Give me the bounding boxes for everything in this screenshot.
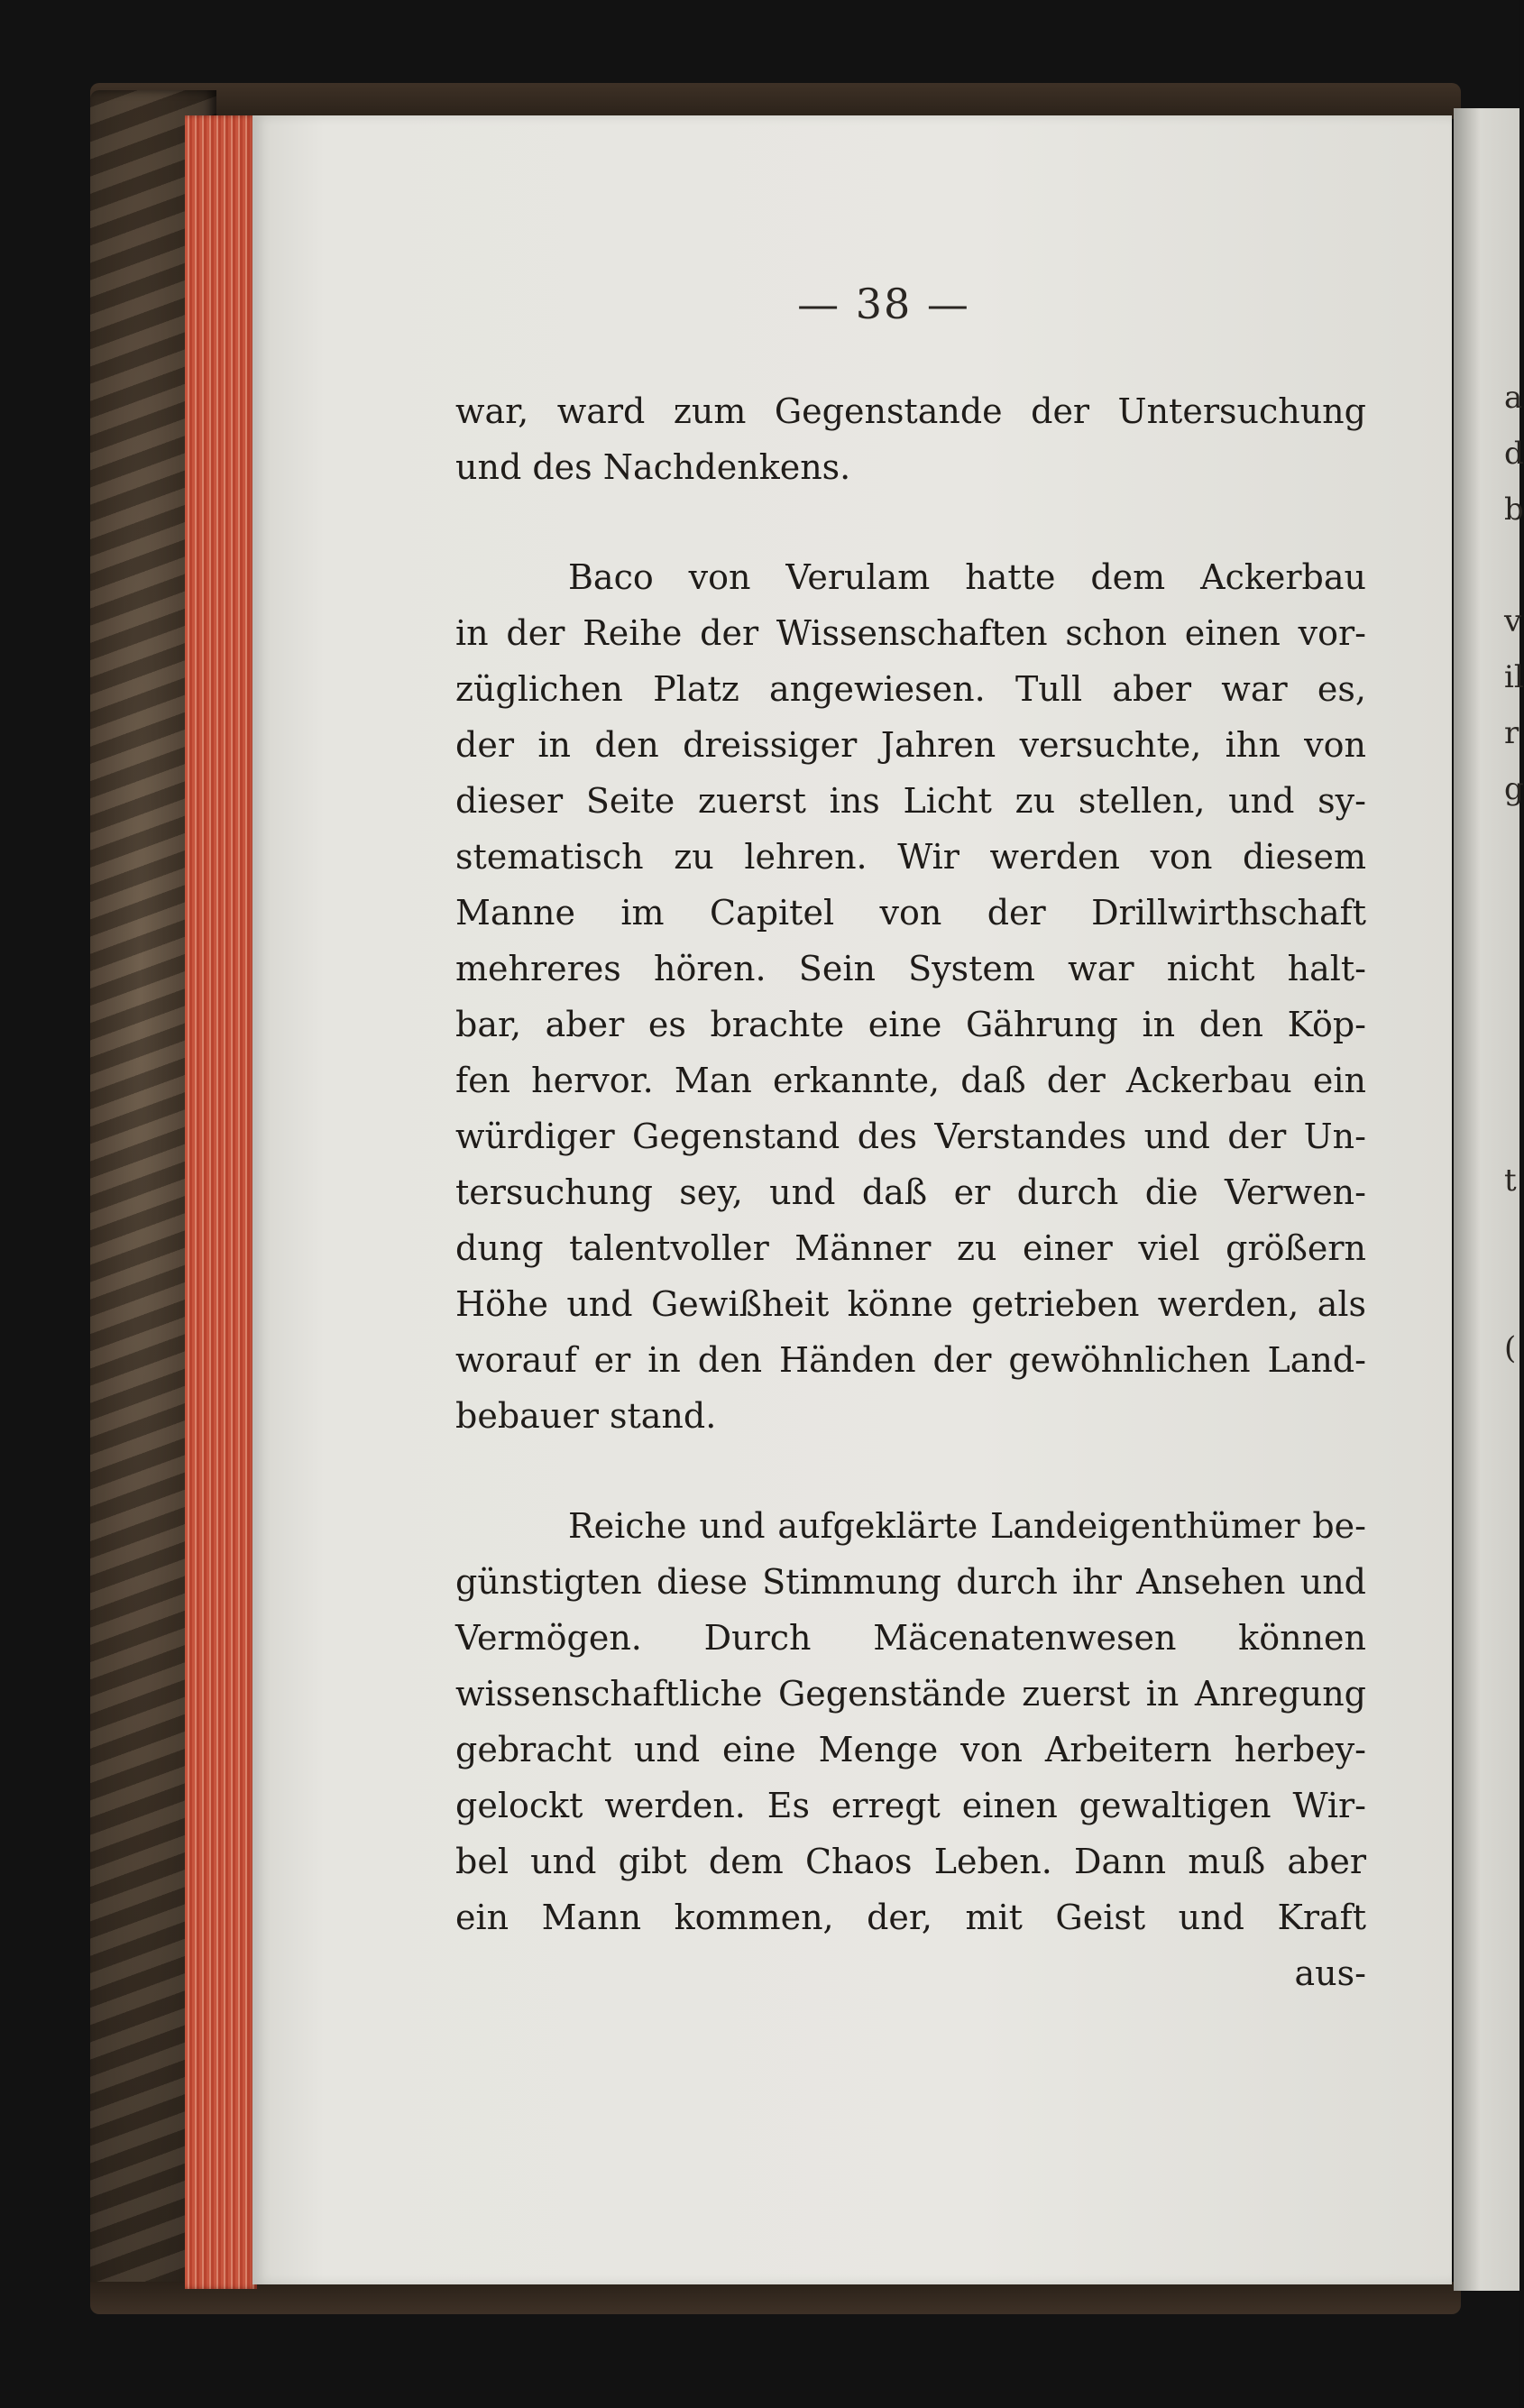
catchword: aus- [1294,1953,1366,1993]
paragraph-1 [455,383,1366,495]
red-page-edges [185,115,257,2289]
text-line: ein Mann kommen, der, mit Geist und Kraft [455,1898,1366,1937]
text-line: stematisch zu lehren. Wir werden von diesem [455,837,1366,877]
text-line: günstigten diese Stimmung durch ihr Ansehen und [455,1562,1366,1602]
page-number: — 38 — [797,280,970,328]
text-line: bel und gibt dem Chaos Leben. Dann muß aber [455,1842,1366,1881]
text-line: worauf er in den Händen der gewöhnlichen Land- [455,1340,1366,1380]
text-line: dung talentvoller Männer zu einer viel größern [455,1228,1366,1268]
cover-edge-bottom [90,2282,1461,2314]
text-line: mehreres hören. Sein System war nicht halt- [455,949,1366,988]
paragraph-2 [455,549,1366,1444]
text-line: tersuchung sey, und daß er durch die Verwen- [455,1172,1366,1212]
text-line: züglichen Platz angewiesen. Tull aber war es, [455,669,1366,709]
page-text-block [455,383,1366,2001]
text-line: bar, aber es brachte eine Gährung in den Köp- [455,1005,1366,1044]
text-line: wissenschaftliche Gegenstände zuerst in Anregung [455,1674,1366,1714]
text-line: gelockt werden. Es erregt einen gewaltigen Wir- [455,1786,1366,1825]
text-line: Reiche und aufgeklärte Landeigenthümer be- [568,1506,1366,1546]
text-line: in der Reihe der Wissenschaften schon einen vor- [455,613,1366,653]
text-line: und des Nachdenkens. [455,447,851,487]
text-line: Höhe und Gewißheit könne getrieben werden, als [455,1284,1366,1324]
text-line: Vermögen. Durch Mäcenatenwesen können [455,1618,1366,1658]
paragraph-3 [455,1498,1366,1945]
text-line: gebracht und eine Menge von Arbeitern herbey- [455,1730,1366,1769]
text-line: dieser Seite zuerst ins Licht zu stellen, und sy- [455,781,1366,821]
text-line: fen hervor. Man erkannte, daß der Ackerbau ein [455,1061,1366,1100]
text-line: bebauer stand. [455,1396,717,1436]
cover-edge-top [90,83,1461,119]
text-line: Manne im Capitel von der Drillwirthschaft [455,893,1366,933]
text-line: würdiger Gegenstand des Verstandes und der Un- [455,1117,1366,1156]
next-page-partial-text: a d b v il r g t ( [1504,380,1524,1366]
text-line: Baco von Verulam hatte dem Ackerbau [568,557,1366,597]
text-line: war, ward zum Gegenstande der Untersuchung [455,391,1366,431]
text-line: der in den dreissiger Jahren versuchte, ihn von [455,725,1366,765]
